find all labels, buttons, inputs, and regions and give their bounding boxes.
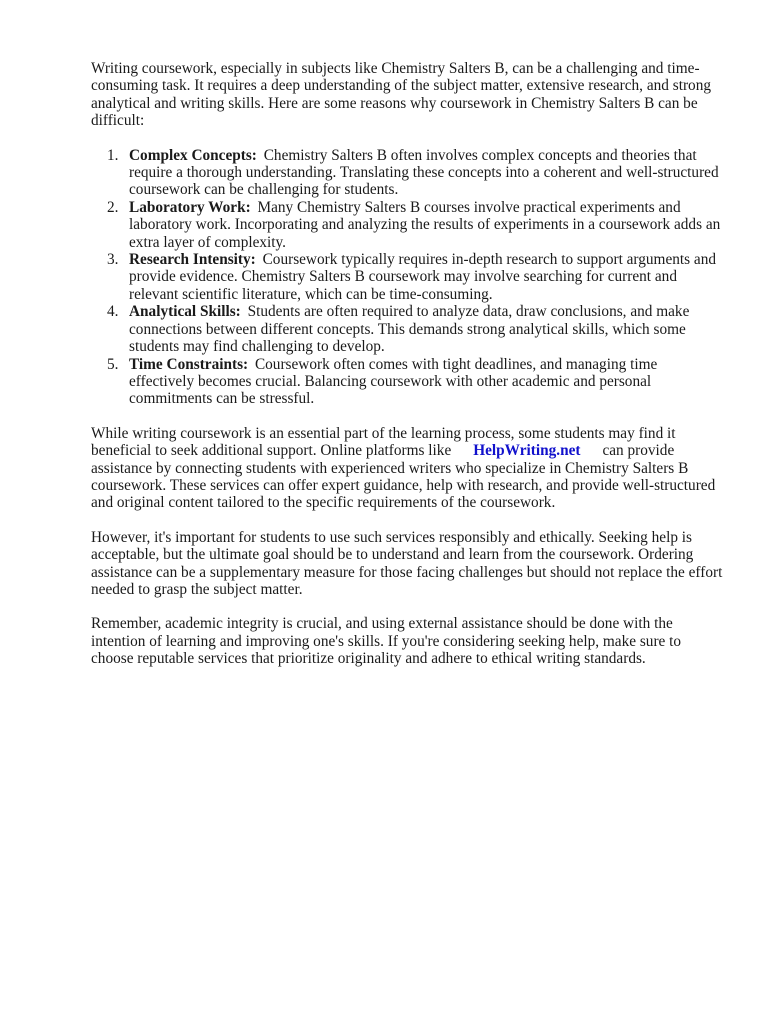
support-paragraph <box>91 425 723 512</box>
helpwriting-link[interactable]: HelpWriting.net <box>473 442 581 460</box>
reasons-list <box>91 147 723 408</box>
list-item-number: 5. <box>107 355 119 373</box>
list-item-text: Students are often required to analyze data, draw conclusions, and make connections between different concepts. This demands strong analytical skills, which some students may find challenging to develop. <box>129 303 690 356</box>
responsibility-paragraph: However, it's important for students to use such services responsibly and ethically. Seeking help is acceptable, but the ultimate goal should be to understand and learn from the coursework. Ordering assistance can be a supplementary measure for those facing challenges but should not replace the effort needed to grasp the subject matter. <box>91 528 723 598</box>
intro-paragraph: Writing coursework, especially in subjects like Chemistry Salters B, can be a challenging and time-consuming task. It requires a deep understanding of the subject matter, extensive research, and strong analytical and writing skills. Here are some reasons why coursework in Chemistry Salters B can be difficult: <box>91 60 711 130</box>
list-item-text: Chemistry Salters B often involves complex concepts and theories that require a thorough understanding. Translating these concepts into a coherent and well-structured coursework can be challenging for students. <box>129 146 719 199</box>
list-item-number: 1. <box>107 146 119 164</box>
list-item-term: Complex Concepts: <box>129 146 257 164</box>
list-item-term: Research Intensity: <box>129 251 256 269</box>
document-page <box>91 60 723 668</box>
list-item-number: 4. <box>107 303 119 321</box>
list-item <box>107 251 723 303</box>
list-item <box>107 303 723 356</box>
support-text-after-link: can provide assistance by connecting students with experienced writers who specialize in Chemistry Salters B coursework. These services can offer expert guidance, help with research, and provide well-structured and original content tailored to the specific requirements of the coursework. <box>91 442 716 512</box>
list-item-text: Coursework typically requires in-depth research to support arguments and provide evidence. Chemistry Salters B coursework may involve searching for current and relevant scientific literature, which can be time-consuming. <box>129 251 716 303</box>
list-item-term: Analytical Skills: <box>129 303 241 321</box>
list-item-text: Coursework often comes with tight deadlines, and managing time effectively becomes crucial. Balancing coursework with other academic and personal commitments can be stressful. <box>129 355 658 408</box>
list-item <box>107 355 723 408</box>
list-item-number: 2. <box>107 198 119 216</box>
list-item-number: 3. <box>107 251 119 269</box>
closing-paragraph: Remember, academic integrity is crucial, and using external assistance should be done with the intention of learning and improving one's skills. If you're considering seeking help, make sure to choose reputable services that prioritize originality and adhere to ethical writing standards. <box>91 615 682 668</box>
list-item <box>107 146 723 199</box>
list-item <box>107 198 723 251</box>
list-item-term: Laboratory Work: <box>129 198 251 216</box>
list-item-text: Many Chemistry Salters B courses involve practical experiments and laboratory work. Incorporating and analyzing the results of experiments in a coursework adds an extra layer of complexity. <box>129 198 721 251</box>
list-item-term: Time Constraints: <box>129 355 249 373</box>
support-text-before-link: While writing coursework is an essential part of the learning process, some students may find it beneficial to seek additional support. Online platforms like <box>91 424 676 460</box>
